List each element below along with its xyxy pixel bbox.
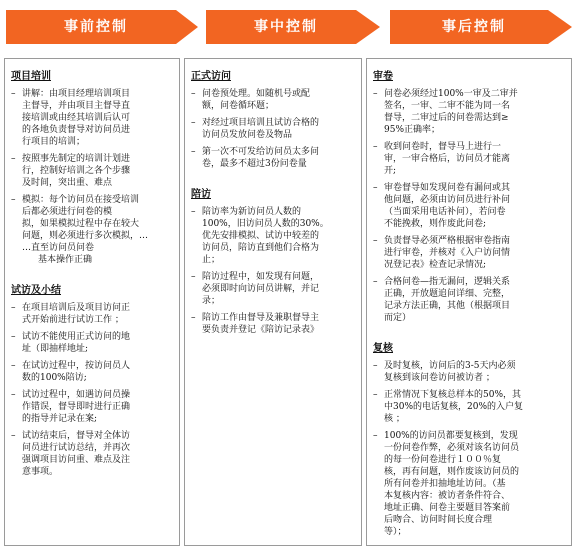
bullet-line: 所有问卷并扣抽地址访问。（基: [384, 479, 506, 489]
bullet-line: – 讲解：由项目经理培训项目: [22, 89, 131, 99]
section-heading: 复核: [373, 343, 393, 354]
bullet-line: 中30%的电话复核，20%的入户复: [384, 402, 524, 412]
bullet-line: – 合格问卷—指无漏问，逻辑关系: [384, 277, 511, 287]
bullet-line: – 审卷督导如发现问卷有漏问或其: [384, 183, 511, 193]
bullet-line: 后都必须进行问卷的模: [22, 207, 113, 217]
stage-label-pre: 事前控制: [64, 19, 128, 35]
bullet-item: [373, 235, 566, 271]
bullet-item: [191, 88, 356, 112]
bullet-line: 优先安排模拟、试访中较差的: [202, 231, 320, 241]
bullet-line: – 试访过程中，如遇访问员操: [22, 390, 131, 400]
bullet-line: 而定）: [384, 313, 412, 323]
bullet-item: [11, 302, 174, 326]
bullet-line: – 在项目培训后及项目访问正: [22, 303, 131, 313]
bullet-line: 正确，开放题追问详细、完整，: [384, 289, 511, 299]
bullet-line: 主督导，并由项目主督导直: [22, 101, 131, 111]
bullet-line: 及时间，突出重、难点: [22, 178, 113, 188]
bullet-line: 作错误，督导即时进行正确: [22, 402, 131, 412]
bullet-line: 开;: [384, 166, 397, 176]
bullet-line: 况登记表》检查记录情况;: [384, 260, 487, 270]
bullet-item: [191, 271, 356, 307]
bullet-line: – 陪访工作由督导及兼职督导主: [202, 313, 320, 323]
bullet-line: 核，再有问题，则作废该访问员的: [384, 467, 520, 477]
bullet-item: [191, 312, 356, 336]
bullet-line: 等）；: [384, 527, 407, 537]
bullet-line: 拟，如果模拟过程中存在较大: [22, 219, 140, 229]
bullet-item: [11, 194, 174, 266]
bullet-line: – 负责督导必须严格根据审卷指南: [384, 236, 511, 246]
bullet-line: 一份问卷作弊，必须对该名访问员: [384, 443, 520, 453]
bullet-item: [373, 88, 566, 136]
bullet-line: 式开始前进行试访工作 ；: [22, 315, 124, 325]
bullet-line: – 试访不能使用正式访问的地: [22, 332, 131, 342]
bullet-line: – 正常情况下复核总样本的50%，其: [384, 390, 522, 400]
bullet-item: [11, 360, 174, 384]
bullet-line: – 问卷必须经过100%一审及二审并: [384, 89, 518, 99]
bullet-item: [373, 276, 566, 324]
bullet-line: 本复核内容：被访者条件符合、: [384, 491, 511, 501]
bullet-line: 他问题，必须由访问员进行补问: [384, 195, 511, 205]
bullet-line: 核 ；: [384, 414, 405, 424]
bullet-line: – 收到问卷时，督导马上进行一: [384, 142, 502, 152]
bullet-line: 意事项。: [22, 467, 59, 477]
bullet-line: …直至访问员问卷: [22, 243, 95, 253]
bullet-line: 址（即抽样地址;: [22, 344, 89, 354]
bullet-line: – 在试访过程中，按访问员人: [22, 361, 131, 371]
section-spacer: [191, 175, 356, 181]
bullet-line: 问员进行试访总结，并再次: [22, 443, 131, 453]
stage-label-mid: 事中控制: [254, 19, 318, 35]
section-spacer: [373, 329, 566, 335]
bullet-line: – 及时复核，访问后的3-5天内必须: [384, 361, 516, 371]
bullet-line: 接培训或由经其培训后认可: [22, 113, 131, 123]
bullet-line: （当面采用电话补问），若问卷: [384, 207, 506, 217]
bullet-item: [373, 182, 566, 230]
bullet-item: [11, 153, 174, 189]
bullet-line: – 模拟：每个访问员在接受培训: [22, 195, 140, 205]
bullet-line: 的指导并记录在案;: [22, 414, 98, 424]
section-heading: 试访及小结: [11, 285, 61, 296]
bullet-line: 督导，二审过后的问卷需达到≥: [384, 113, 509, 123]
section-heading: 审卷: [373, 71, 393, 82]
bullet-line: 额，问卷循环题；: [202, 101, 275, 111]
bullet-line: 数的100%陪访;: [22, 373, 87, 383]
bullet-line: 100%，旧访问员人数的30%。: [202, 219, 329, 229]
bullet-item: [373, 389, 566, 425]
bullet-line: 行项目的培训；: [22, 137, 86, 147]
bullet-line: – 100%的访问员都要复核到，发现: [384, 431, 518, 441]
bullet-line: 95%正确率；: [384, 125, 441, 135]
bullet-line: 的每一份问卷进行１００％复: [384, 455, 502, 465]
column-mid: [184, 58, 362, 546]
bullet-item: [11, 88, 174, 148]
bullet-line: 行，控制好培训之各个步骤: [22, 166, 131, 176]
bullet-item: [191, 146, 356, 170]
bullet-line: 访问员，陪访直到他们合格为: [202, 243, 320, 253]
section-heading: 项目培训: [11, 71, 51, 82]
bullet-line: 不能挽救，则作废此问卷;: [384, 219, 487, 229]
bullet-line: – 陪访过程中，如发现有问题，: [202, 272, 320, 282]
bullet-item: [373, 430, 566, 538]
bullet-item: [373, 141, 566, 177]
bullet-item: [373, 360, 566, 384]
bullet-line: 要负责并登记《陪访记录表》: [202, 325, 320, 335]
bullet-item: [191, 206, 356, 266]
bullet-line: 问题，则必须进行多次模拟，…: [22, 231, 149, 241]
bullet-line: 的各地负责督导对访问员进: [22, 125, 131, 135]
bullet-line: 止；: [202, 255, 221, 265]
bullet-item: [11, 430, 174, 478]
bullet-line: 卷，最多不超过3份问卷量: [202, 159, 307, 169]
bullet-item: [11, 331, 174, 355]
bullet-line: 进行审卷，并核对《入户访问情: [384, 248, 511, 258]
stage-label-post: 事后控制: [442, 19, 506, 35]
bullet-line: 签名，一审、二审不能为同一名: [384, 101, 511, 111]
bullet-line: 复核到该问卷访问被访者 ；: [384, 373, 495, 383]
bullet-line-indented: 基本操作正确: [38, 255, 93, 265]
bullet-item: [11, 389, 174, 425]
section-spacer: [11, 271, 174, 277]
bullet-line: – 问卷预处理。如随机号或配: [202, 89, 311, 99]
bullet-line: 记录方法正确，其他（根据项目: [384, 301, 511, 311]
bullet-line: – 对经过项目培训且试访合格的: [202, 118, 320, 128]
bullet-line: – 按照事先制定的培训计划进: [22, 154, 131, 164]
bullet-line: – 陪访率为新访问员人数的: [202, 207, 302, 217]
bullet-line: 审，一审合格后，访问员才能离: [384, 154, 511, 164]
bullet-line: – 试访结束后，督导对全体访: [22, 431, 131, 441]
column-post: [366, 58, 572, 546]
section-heading: 正式访问: [191, 71, 231, 82]
bullet-line: 强调项目访问重、难点及注: [22, 455, 131, 465]
bullet-line: 访问员发放问卷及物品: [202, 130, 293, 140]
section-heading: 陪访: [191, 189, 211, 200]
bullet-line: – 第一次不可发给访问员太多问: [202, 147, 320, 157]
column-pre: [4, 58, 180, 546]
bullet-line: 必须即时向访问员讲解，并记: [202, 284, 320, 294]
bullet-line: 录；: [202, 296, 221, 306]
bullet-line: 后吻合、访问时间长度合理: [384, 515, 493, 525]
bullet-item: [191, 117, 356, 141]
bullet-line: 地址正确、问卷主要题目答案前: [384, 503, 511, 513]
